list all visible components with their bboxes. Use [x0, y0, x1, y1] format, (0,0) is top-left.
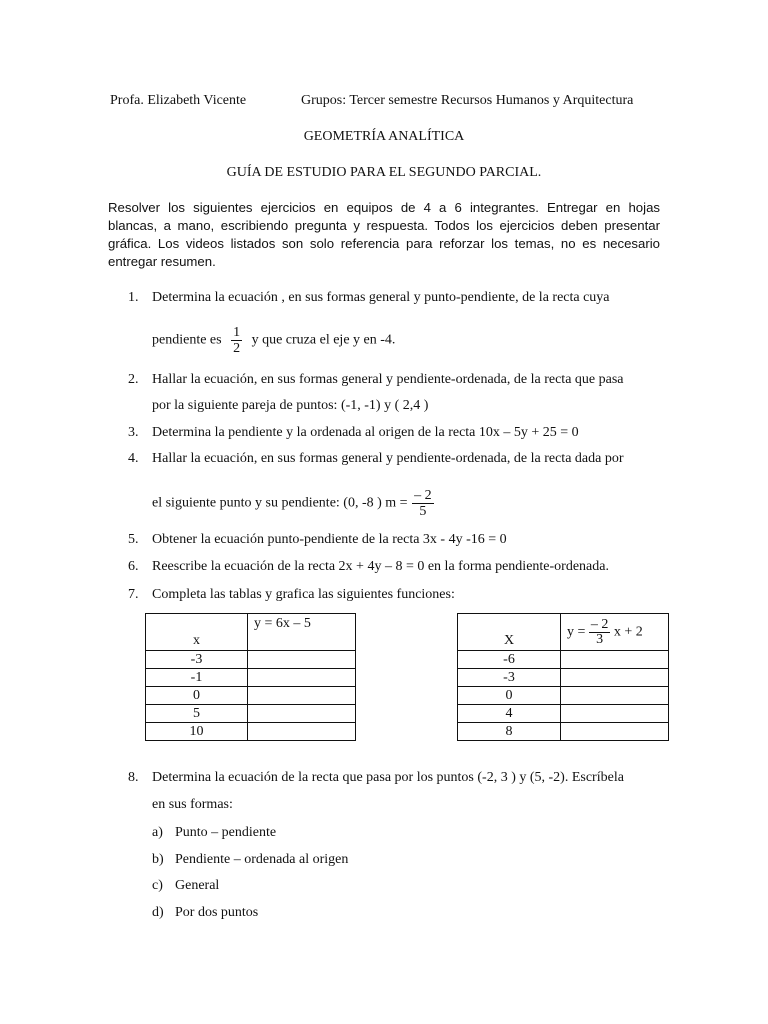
document-subtitle: GUÍA DE ESTUDIO PARA EL SEGUNDO PARCIAL. [226, 165, 542, 180]
y-value-blank [248, 651, 356, 669]
y-value-blank [248, 687, 356, 705]
exercise-3-text: Determina la pendiente y la ordenada al origen de la recta 10x – 5y + 25 = 0 [152, 425, 579, 440]
exercise-8-forms-label: en sus formas: [152, 797, 233, 812]
x-value: 4 [458, 705, 561, 723]
table-row [146, 651, 356, 669]
x-value: 10 [146, 723, 248, 741]
x-value: 8 [458, 723, 561, 741]
exercise-4-point-slope [152, 488, 434, 519]
fraction-numerator: – 2 [414, 488, 432, 503]
exercise-number: 8. [128, 770, 139, 785]
exercise-5-text: Obtener la ecuación punto-pendiente de la recta 3x - 4y -16 = 0 [152, 532, 507, 547]
exercise-8-text: Determina la ecuación de la recta que pasa por los puntos (-2, 3 ) y (5, -2). Escríbela [152, 770, 624, 785]
y-equals: y = [567, 624, 586, 640]
fraction-minus-two-fifths [412, 488, 434, 519]
y-value-blank [248, 669, 356, 687]
x-plus-two: x + 2 [613, 624, 643, 640]
fraction-denominator: 3 [596, 631, 604, 647]
x-value: 0 [146, 687, 248, 705]
table-header-x: X [458, 614, 561, 651]
table-row [458, 705, 669, 723]
table-row [458, 669, 669, 687]
function-table-1 [145, 613, 356, 741]
list-item-label: b) [152, 852, 164, 867]
exercise-4-point-prefix: el siguiente punto y su pendiente: (0, -8 ) m = [152, 495, 408, 511]
table-header-y: y = 6x – 5 [248, 614, 356, 651]
x-value: -1 [146, 669, 248, 687]
y-value-blank [561, 705, 669, 723]
fraction-denominator: 5 [419, 504, 427, 519]
fraction-minus-two-thirds [589, 618, 611, 647]
exercise-number: 6. [128, 559, 139, 574]
exercise-1-slope-line [152, 325, 395, 356]
teacher-name: Profa. Elizabeth Vicente [110, 93, 247, 108]
x-value: -6 [458, 651, 561, 669]
exercise-1-slope-prefix: pendiente es [152, 332, 222, 348]
groups-label: Grupos: Tercer semestre Recursos Humanos y Arquitectura [301, 93, 634, 108]
list-item: Punto – pendiente [175, 825, 277, 840]
table-header-y [561, 614, 669, 651]
table-header-x: x [146, 614, 248, 651]
list-item: Pendiente – ordenada al origen [175, 852, 349, 867]
exercise-number: 5. [128, 532, 139, 547]
instructions-line: gráfica. Los videos listados son solo referencia para reforzar los temas, no es necesario [108, 236, 660, 251]
x-value: -3 [458, 669, 561, 687]
exercise-number: 3. [128, 425, 139, 440]
instructions-paragraph [108, 199, 660, 271]
list-item-label: d) [152, 905, 164, 920]
exercise-7-text: Completa las tablas y grafica las siguientes funciones: [152, 587, 455, 602]
exercise-2-points: por la siguiente pareja de puntos: (-1, -1) y ( 2,4 ) [152, 398, 429, 413]
table-row [146, 687, 356, 705]
exercise-number: 2. [128, 372, 139, 387]
table-row [458, 651, 669, 669]
list-item-label: a) [152, 825, 163, 840]
x-value: 0 [458, 687, 561, 705]
document-title: GEOMETRÍA ANALÍTICA [303, 129, 465, 144]
y-value-blank [248, 705, 356, 723]
y-value-blank [561, 723, 669, 741]
exercise-number: 4. [128, 451, 139, 466]
instructions-line: entregar resumen. [108, 254, 216, 269]
x-value: 5 [146, 705, 248, 723]
y-value-blank [561, 669, 669, 687]
list-item: General [175, 878, 220, 893]
fraction-numerator: 1 [233, 325, 241, 340]
y-value-blank [561, 651, 669, 669]
fraction-denominator: 2 [233, 341, 241, 356]
x-value: -3 [146, 651, 248, 669]
table-row [146, 669, 356, 687]
function-table-2 [457, 613, 669, 741]
y-value-blank [248, 723, 356, 741]
exercise-1-text: Determina la ecuación , en sus formas general y punto-pendiente, de la recta cuya [152, 290, 610, 305]
instructions-line: blancas, a mano, escribiendo pregunta y respuesta. Todos los ejercicios deben presentar [108, 218, 660, 233]
exercise-1-slope-suffix: y que cruza el eje y en -4. [251, 332, 396, 348]
exercise-number: 7. [128, 587, 139, 602]
exercise-4-text: Hallar la ecuación, en sus formas general y pendiente-ordenada, de la recta dada por [152, 451, 624, 466]
y-value-blank [561, 687, 669, 705]
exercise-6-text: Reescribe la ecuación de la recta 2x + 4y – 8 = 0 en la forma pendiente-ordenada. [152, 559, 609, 574]
table-row [458, 687, 669, 705]
instructions-line: Resolver los siguientes ejercicios en equipos de 4 a 6 integrantes. Entregar en hojas [108, 200, 660, 215]
table-row [458, 723, 669, 741]
list-item-label: c) [152, 878, 163, 893]
fraction-numerator: – 2 [590, 616, 609, 632]
exercise-2-text: Hallar la ecuación, en sus formas general y pendiente-ordenada, de la recta que pasa [152, 372, 624, 387]
table-row [146, 723, 356, 741]
list-item: Por dos puntos [175, 905, 259, 920]
exercise-number: 1. [128, 290, 139, 305]
table-row [146, 705, 356, 723]
fraction-one-half [231, 325, 242, 356]
